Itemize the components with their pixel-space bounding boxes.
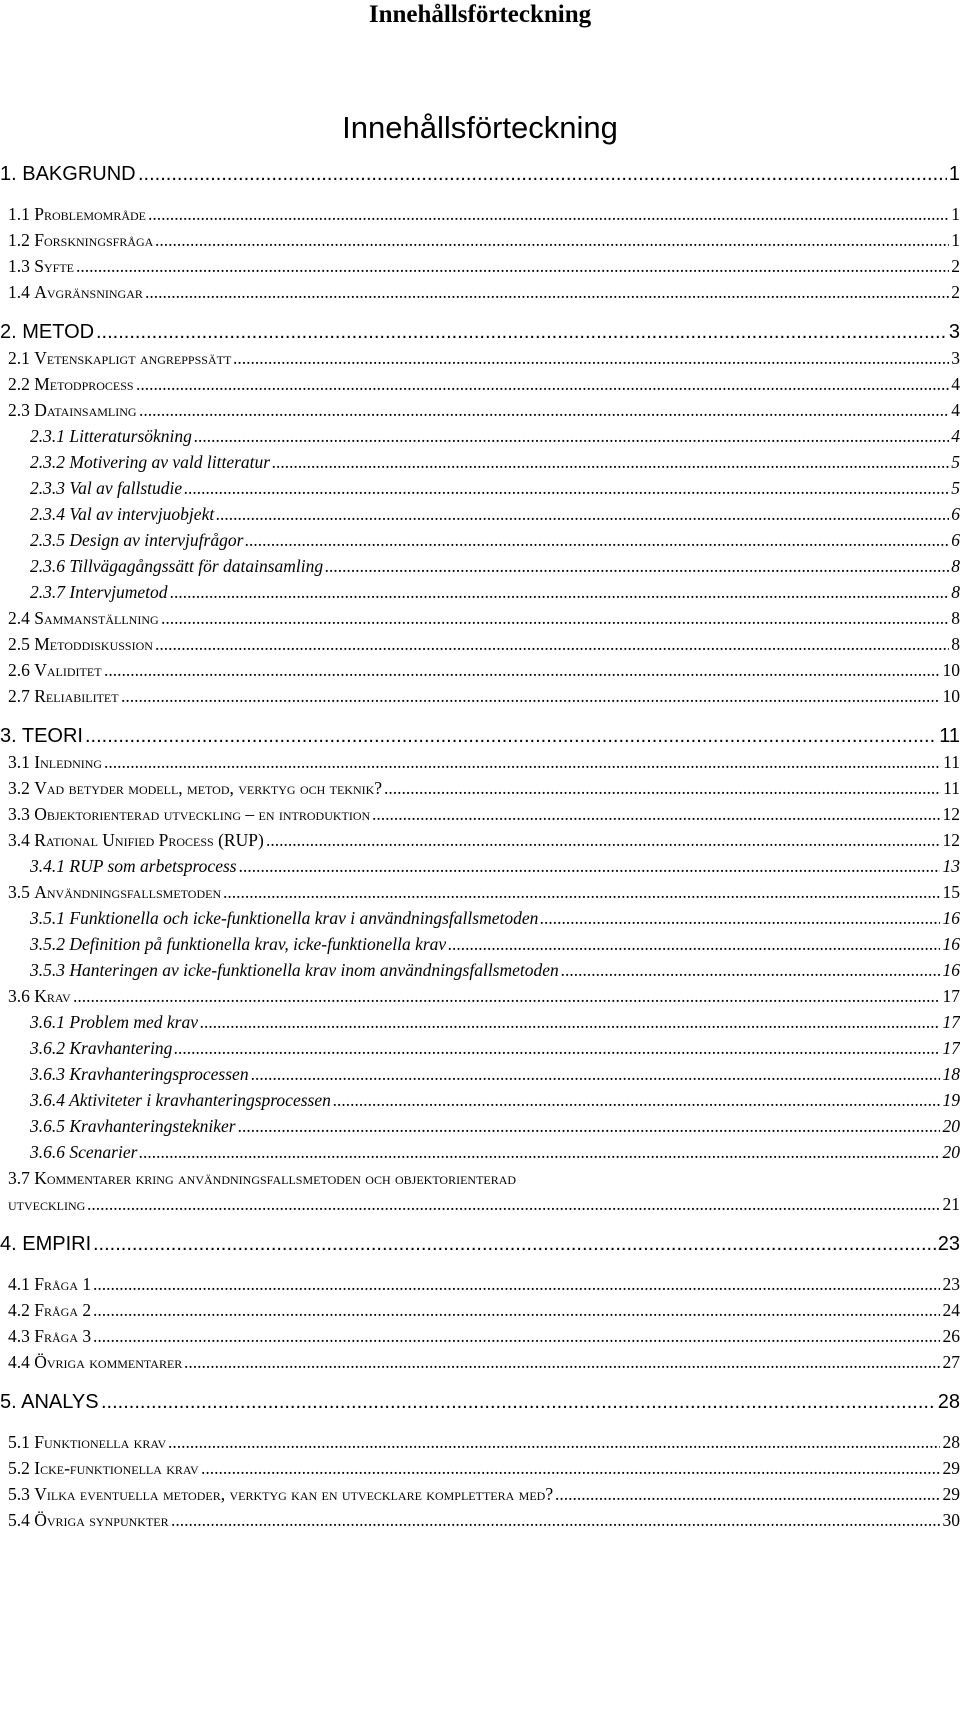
- toc-entry-label: BAKGRUND: [22, 163, 136, 185]
- toc-dot-leader: [333, 1088, 940, 1112]
- toc-entry-title: [8, 776, 384, 800]
- toc-dot-leader: [155, 228, 949, 252]
- toc-entry-title: [0, 162, 138, 186]
- toc-entry-title: [8, 1192, 87, 1216]
- toc-entry[interactable]: [0, 528, 960, 552]
- toc-entry-number: 2.3: [8, 400, 35, 420]
- toc-entry-number: 4.: [0, 1233, 23, 1255]
- toc-entry[interactable]: [0, 750, 960, 774]
- toc-entry-page: 28: [937, 1391, 960, 1413]
- toc-entry-page: 3: [951, 348, 960, 368]
- toc-entry-number: 3.4: [8, 830, 35, 850]
- toc-entry-page: 20: [942, 1116, 960, 1136]
- toc-entry-page: 8: [951, 608, 960, 628]
- toc-entry-title: [8, 802, 372, 826]
- toc-entry[interactable]: [0, 776, 960, 800]
- toc-entry-page: 8: [951, 582, 960, 602]
- toc-entry-title: [30, 554, 325, 578]
- toc-entry-number: 2.3.2: [30, 452, 70, 472]
- toc-entry-number: 5.2: [8, 1458, 35, 1478]
- toc-dot-leader: [168, 1430, 940, 1454]
- toc-entry-title: [8, 984, 73, 1008]
- toc-dot-leader: [121, 684, 940, 708]
- toc-entry-number: 1.3: [8, 256, 35, 276]
- toc-entry-page: 11: [943, 752, 960, 772]
- toc-entry-page: 17: [942, 986, 960, 1006]
- toc-entry-label: Problem med krav: [69, 1012, 198, 1032]
- toc-entry[interactable]: [0, 162, 960, 186]
- toc-entry-page: 24: [942, 1300, 960, 1320]
- toc-dot-leader: [540, 906, 940, 930]
- toc-entry-title: [8, 632, 155, 656]
- toc-dot-leader: [233, 346, 949, 370]
- toc-entry[interactable]: [0, 450, 960, 474]
- toc-entry-title: [30, 528, 245, 552]
- toc-entry-title: [8, 1272, 93, 1296]
- toc-entry-number: 2.4: [8, 608, 35, 628]
- toc-dot-leader: [171, 1508, 940, 1532]
- toc-entry-label: Validitet: [34, 660, 102, 680]
- toc-entry-title: [30, 502, 216, 526]
- toc-dot-leader: [223, 880, 940, 904]
- toc-dot-leader: [201, 1456, 940, 1480]
- toc-entry-page: 6: [951, 504, 960, 524]
- page-title: Innehållsförteckning: [368, 1, 592, 28]
- toc-entry[interactable]: [0, 658, 960, 682]
- toc-entry-page: 6: [951, 530, 960, 550]
- toc-dot-leader: [101, 1390, 936, 1414]
- toc-heading: Innehållsförteckning: [342, 110, 618, 145]
- toc-entry-label: Scenarier: [69, 1142, 138, 1162]
- toc-entry-page: 21: [942, 1194, 960, 1214]
- toc-entry-number: 2.: [0, 321, 23, 343]
- toc-dot-leader: [245, 528, 949, 552]
- toc-entry-page: 20: [942, 1142, 960, 1162]
- toc-entry-page: 16: [942, 934, 960, 954]
- toc-entry-label: Avgränsningar: [34, 282, 143, 302]
- toc-entry-number: 3.5.2: [30, 934, 70, 954]
- toc-dot-leader: [104, 658, 940, 682]
- toc-entry-number: 3.2: [8, 778, 35, 798]
- toc-entry-page: 28: [942, 1432, 960, 1452]
- toc-dot-leader: [184, 1350, 940, 1374]
- toc-entry-label: Syfte: [34, 256, 74, 276]
- toc-dot-leader: [93, 1272, 940, 1296]
- toc-entry-page: 10: [942, 660, 960, 680]
- toc-dot-leader: [266, 828, 940, 852]
- toc-dot-leader: [93, 1232, 936, 1256]
- toc-entry-label: Intervjumetod: [69, 582, 168, 602]
- toc-entry-number: 4.1: [8, 1274, 35, 1294]
- toc-entry-page: 2: [951, 256, 960, 276]
- toc-entry-label: Motivering av vald litteratur: [69, 452, 271, 472]
- toc-dot-leader: [200, 1010, 940, 1034]
- toc-entry[interactable]: [0, 1430, 960, 1454]
- toc-entry-page: 5: [951, 478, 960, 498]
- toc-entry-label: Användningsfallsmetoden: [34, 882, 222, 902]
- toc-entry-number: 1.: [0, 163, 23, 185]
- toc-entry-label: Övriga synpunkter: [34, 1510, 169, 1530]
- toc-entry-page: 8: [951, 634, 960, 654]
- toc-entry[interactable]: [0, 958, 960, 982]
- toc-entry[interactable]: [0, 1062, 960, 1086]
- toc-dot-leader: [239, 854, 940, 878]
- toc-entry-title: [8, 606, 161, 630]
- toc-entry-page: 27: [942, 1352, 960, 1372]
- toc-entry-label: Funktionella och icke-funktionella krav i användningsfallsmetoden: [69, 908, 539, 928]
- toc-entry-label: Metodprocess: [34, 374, 134, 394]
- toc-entry[interactable]: [0, 1390, 960, 1414]
- toc-entry-label: Fråga 2: [34, 1300, 92, 1320]
- toc-entry-title: [30, 1010, 200, 1034]
- toc-entry-number: 4.2: [8, 1300, 35, 1320]
- toc-dot-leader: [448, 932, 940, 956]
- toc-entry-page: 10: [942, 686, 960, 706]
- toc-entry-number: 4.4: [8, 1352, 35, 1372]
- toc-dot-leader: [148, 202, 949, 226]
- toc-entry-label: Datainsamling: [34, 400, 137, 420]
- toc-entry[interactable]: [0, 1508, 960, 1532]
- toc-entry-label: Vad betyder modell, metod, verktyg och teknik?: [34, 778, 383, 798]
- toc-entry-title: [30, 958, 561, 982]
- toc-dot-leader: [138, 162, 947, 186]
- toc-entry-title: [0, 1390, 101, 1414]
- toc-entry-number: 2.3.5: [30, 530, 70, 550]
- toc-entry-label: Inledning: [34, 752, 103, 772]
- toc-entry-number: 2.3.6: [30, 556, 70, 576]
- toc-entry-number: 5.1: [8, 1432, 35, 1452]
- toc-entry-label: Objektorienterad utveckling – en introduktion: [34, 804, 371, 824]
- toc-dot-leader: [136, 372, 949, 396]
- toc-entry-number: 1.1: [8, 204, 35, 224]
- toc-entry-label: METOD: [22, 321, 95, 343]
- toc-entry-page: 23: [937, 1233, 960, 1255]
- toc-entry-number: 5.: [0, 1391, 22, 1413]
- toc-entry[interactable]: [0, 424, 960, 448]
- toc-entry-number: 3.: [0, 725, 22, 747]
- toc-entry-number: 5.3: [8, 1484, 35, 1504]
- toc-dot-leader: [216, 502, 949, 526]
- toc-dot-leader: [145, 280, 949, 304]
- toc-entry-number: 3.4.1: [30, 856, 70, 876]
- toc-entry-number: 2.3.3: [30, 478, 70, 498]
- toc-entry-title: [8, 658, 104, 682]
- toc-entry-page: 13: [942, 856, 960, 876]
- toc-entry-label: Funktionella krav: [34, 1432, 167, 1452]
- toc-entry-label: Övriga kommentarer: [34, 1352, 183, 1372]
- toc-dot-leader: [272, 450, 949, 474]
- toc-entry-label: Hanteringen av icke-funktionella krav inom användningsfallsmetoden: [69, 960, 559, 980]
- toc-dot-leader: [139, 1140, 940, 1164]
- toc-entry-number: 2.2: [8, 374, 35, 394]
- toc-entry-title: [30, 476, 184, 500]
- toc-dot-leader: [93, 1298, 940, 1322]
- toc-entry-number: 2.3.7: [30, 582, 70, 602]
- toc-entry-label: Tillvägagångssätt för datainsamling: [69, 556, 324, 576]
- toc-dot-leader: [85, 724, 937, 748]
- toc-entry[interactable]: [0, 828, 960, 852]
- toc-dot-leader: [251, 1062, 940, 1086]
- toc-entry[interactable]: [0, 606, 960, 630]
- toc-entry-title: [30, 450, 272, 474]
- toc-entry-label: utveckling: [8, 1194, 86, 1214]
- toc-entry-title: [0, 1232, 93, 1256]
- toc-entry-page: 4: [951, 426, 960, 446]
- toc-entry-page: 5: [951, 452, 960, 472]
- toc-entry-number: 3.6.6: [30, 1142, 70, 1162]
- toc-entry-title: [8, 1482, 555, 1506]
- toc-entry-label: Reliabilitet: [34, 686, 119, 706]
- toc-dot-leader: [73, 984, 940, 1008]
- toc-entry-number: 3.5.3: [30, 960, 70, 980]
- toc-entry[interactable]: [0, 476, 960, 500]
- toc-entry-page: 12: [942, 804, 960, 824]
- toc-entry[interactable]: [0, 1140, 960, 1164]
- toc-entry-title: [0, 724, 85, 748]
- toc-entry-title: [30, 1062, 251, 1086]
- toc-entry[interactable]: [0, 1350, 960, 1374]
- toc-entry[interactable]: [0, 724, 960, 748]
- toc-entry-number: 3.3: [8, 804, 35, 824]
- toc-entry[interactable]: [0, 632, 960, 656]
- toc-entry-label: Litteratursökning: [69, 426, 192, 446]
- toc-entry-label: Krav: [34, 986, 71, 1006]
- toc-entry-page: 2: [951, 282, 960, 302]
- toc-entry[interactable]: [0, 202, 960, 226]
- toc-entry-page: 26: [942, 1326, 960, 1346]
- toc-entry-label: Design av intervjufrågor: [69, 530, 244, 550]
- toc-dot-leader: [76, 254, 949, 278]
- toc-entry-number: 4.3: [8, 1326, 35, 1346]
- toc-entry-page: 11: [939, 725, 960, 747]
- toc-entry-number: 3.5: [8, 882, 35, 902]
- toc-entry-number: 3.6.2: [30, 1038, 70, 1058]
- toc-entry-label: Fråga 1: [34, 1274, 92, 1294]
- toc-entry[interactable]: [0, 228, 960, 252]
- toc-entry-number: 2.5: [8, 634, 35, 654]
- toc-entry[interactable]: [0, 684, 960, 708]
- toc-entry-page: 29: [942, 1484, 960, 1504]
- toc-entry[interactable]: [0, 372, 960, 396]
- toc-entry-page: 17: [942, 1012, 960, 1032]
- toc-entry-title: [8, 1298, 93, 1322]
- toc-entry-page: 4: [951, 374, 960, 394]
- toc-entry-title: [8, 254, 76, 278]
- toc-entry-label: Forskningsfråga: [34, 230, 154, 250]
- toc-entry[interactable]: [0, 320, 960, 344]
- toc-entry-page: 8: [951, 556, 960, 576]
- toc-entry-label: Fråga 3: [34, 1326, 92, 1346]
- toc-entry-label: Kravhanteringsprocessen: [69, 1064, 249, 1084]
- toc-entry-label: Rational Unified Process (RUP): [34, 830, 264, 850]
- toc-entry-title: [0, 320, 96, 344]
- toc-entry[interactable]: [0, 1482, 960, 1506]
- toc-entry-label: Val av intervjuobjekt: [69, 504, 215, 524]
- toc-entry[interactable]: [0, 854, 960, 878]
- toc-entry-title: [30, 854, 239, 878]
- toc-entry[interactable]: [0, 1114, 960, 1138]
- toc-entry-page: 16: [942, 908, 960, 928]
- toc-entry[interactable]: [0, 1324, 960, 1348]
- toc-entry-title: [8, 1324, 93, 1348]
- toc-entry-label: Kravhanteringstekniker: [69, 1116, 236, 1136]
- toc-entry-number: 3.6.3: [30, 1064, 70, 1084]
- toc-entry[interactable]: [0, 254, 960, 278]
- toc-dot-leader: [384, 776, 941, 800]
- toc-dot-leader: [170, 580, 949, 604]
- toc-entry-label: RUP som arbetsprocess: [69, 856, 237, 876]
- toc-entry-label: Aktiviteter i kravhanteringsprocessen: [69, 1090, 331, 1110]
- toc-entry-label: EMPIRI: [22, 1233, 92, 1255]
- toc-dot-leader: [372, 802, 940, 826]
- toc-entry-page: 4: [951, 400, 960, 420]
- toc-dot-leader: [96, 320, 947, 344]
- toc-entry[interactable]: [0, 1010, 960, 1034]
- toc-entry-title: [30, 1088, 333, 1112]
- toc-entry-number: 1.4: [8, 282, 35, 302]
- toc-entry-number: 3.6.1: [30, 1012, 70, 1032]
- toc-entry-label: Problemområde: [34, 204, 146, 224]
- toc-entry[interactable]: [0, 1166, 960, 1190]
- toc-entry-title: [8, 828, 266, 852]
- toc-dot-leader: [87, 1192, 940, 1216]
- toc-entry-title: [8, 398, 139, 422]
- toc-entry-label: Definition på funktionella krav, icke-funktionella krav: [69, 934, 447, 954]
- toc-entry-number: 3.6.5: [30, 1116, 70, 1136]
- toc-entry-title: [8, 750, 104, 774]
- toc-dot-leader: [238, 1114, 940, 1138]
- toc-entry-number: 3.1: [8, 752, 35, 772]
- toc-entry-number: 2.3.1: [30, 426, 70, 446]
- toc-entry-title: [30, 1114, 238, 1138]
- toc-entry-label: Kommentarer kring användningsfallsmetoden och objektorienterad: [34, 1168, 517, 1188]
- toc-entry-title: [30, 906, 540, 930]
- toc-entry-page: 23: [942, 1274, 960, 1294]
- toc-entry-page: 1: [951, 204, 960, 224]
- toc-dot-leader: [155, 632, 949, 656]
- toc-entry-page: 16: [942, 960, 960, 980]
- toc-entry-page: 3: [948, 321, 960, 343]
- toc-entry-number: 3.5.1: [30, 908, 70, 928]
- toc-entry[interactable]: [0, 346, 960, 370]
- toc-entry-title: [30, 1140, 139, 1164]
- toc-entry-title: [8, 1350, 184, 1374]
- toc-entry-label: Vilka eventuella metoder, verktyg kan en utvecklare komplettera med?: [34, 1484, 554, 1504]
- toc-entry-number: 5.4: [8, 1510, 35, 1530]
- toc-entry[interactable]: [0, 1272, 960, 1296]
- toc-dot-leader: [174, 1036, 940, 1060]
- toc-entry[interactable]: [0, 1232, 960, 1256]
- toc-dot-leader: [555, 1482, 940, 1506]
- toc-entry-page: 12: [942, 830, 960, 850]
- toc-dot-leader: [93, 1324, 940, 1348]
- toc-entry-title: [30, 932, 448, 956]
- toc-dot-leader: [161, 606, 949, 630]
- toc-entry-label: Icke-funktionella krav: [34, 1458, 199, 1478]
- toc-entry-title: [8, 880, 223, 904]
- toc-dot-leader: [184, 476, 949, 500]
- toc-entry-label: ANALYS: [21, 1391, 99, 1413]
- toc-entry-page: 29: [942, 1458, 960, 1478]
- toc-entry-page: 1: [951, 230, 960, 250]
- toc-entry-number: 3.6.4: [30, 1090, 70, 1110]
- toc-entry-label: Kravhantering: [69, 1038, 173, 1058]
- toc-entry[interactable]: [0, 280, 960, 304]
- toc-entry-number: 2.3.4: [30, 504, 70, 524]
- toc-entry-title: [8, 202, 148, 226]
- toc-entry-page: 17: [942, 1038, 960, 1058]
- toc-entry[interactable]: [0, 1192, 960, 1216]
- toc-entry[interactable]: [0, 880, 960, 904]
- toc-dot-leader: [194, 424, 949, 448]
- toc-entry[interactable]: [0, 554, 960, 578]
- toc-entry-number: 2.1: [8, 348, 35, 368]
- toc-entry-label: Vetenskapligt angreppssätt: [34, 348, 232, 368]
- toc-entry-title: [30, 424, 194, 448]
- toc-entry-number: 3.6: [8, 986, 35, 1006]
- toc-entry-label: Val av fallstudie: [69, 478, 183, 498]
- toc-entry-page: 30: [942, 1510, 960, 1530]
- toc-entry-number: 2.6: [8, 660, 35, 680]
- toc-entry[interactable]: [0, 906, 960, 930]
- toc-entry-label: Sammanställning: [34, 608, 159, 628]
- toc-entry-title: [30, 580, 170, 604]
- toc-entry[interactable]: [0, 932, 960, 956]
- toc-entry-label: TEORI: [21, 725, 83, 747]
- toc-entry[interactable]: [0, 1456, 960, 1480]
- toc-dot-leader: [139, 398, 949, 422]
- toc-dot-leader: [104, 750, 941, 774]
- toc-entry-page: 1: [948, 163, 960, 185]
- toc-entry-title: [8, 228, 155, 252]
- toc-entry-title: [8, 372, 136, 396]
- toc-entry-title: [8, 1166, 518, 1190]
- toc-entry[interactable]: [0, 1088, 960, 1112]
- toc-dot-leader: [325, 554, 949, 578]
- toc-entry-title: [30, 1036, 174, 1060]
- toc-entry[interactable]: [0, 502, 960, 526]
- toc-entry[interactable]: [0, 984, 960, 1008]
- toc-entry-title: [8, 280, 145, 304]
- toc-entry-page: 18: [942, 1064, 960, 1084]
- toc-entry-number: 3.7: [8, 1168, 35, 1188]
- toc-entry-title: [8, 1430, 168, 1454]
- toc-entry-number: 2.7: [8, 686, 35, 706]
- toc-entry[interactable]: [0, 1036, 960, 1060]
- toc-entry[interactable]: [0, 1298, 960, 1322]
- toc-entry[interactable]: [0, 398, 960, 422]
- toc-entry-page: 19: [942, 1090, 960, 1110]
- toc-entry-title: [8, 346, 233, 370]
- toc-entry[interactable]: [0, 802, 960, 826]
- toc-entry-title: [8, 1508, 171, 1532]
- toc-entry[interactable]: [0, 580, 960, 604]
- toc-entry-title: [8, 684, 121, 708]
- toc-entry-page: 11: [943, 778, 960, 798]
- toc-entry-title: [8, 1456, 201, 1480]
- toc-entry-page: 15: [942, 882, 960, 902]
- toc-dot-leader: [561, 958, 940, 982]
- toc-entry-label: Metoddiskussion: [34, 634, 153, 654]
- toc-entry-number: 1.2: [8, 230, 35, 250]
